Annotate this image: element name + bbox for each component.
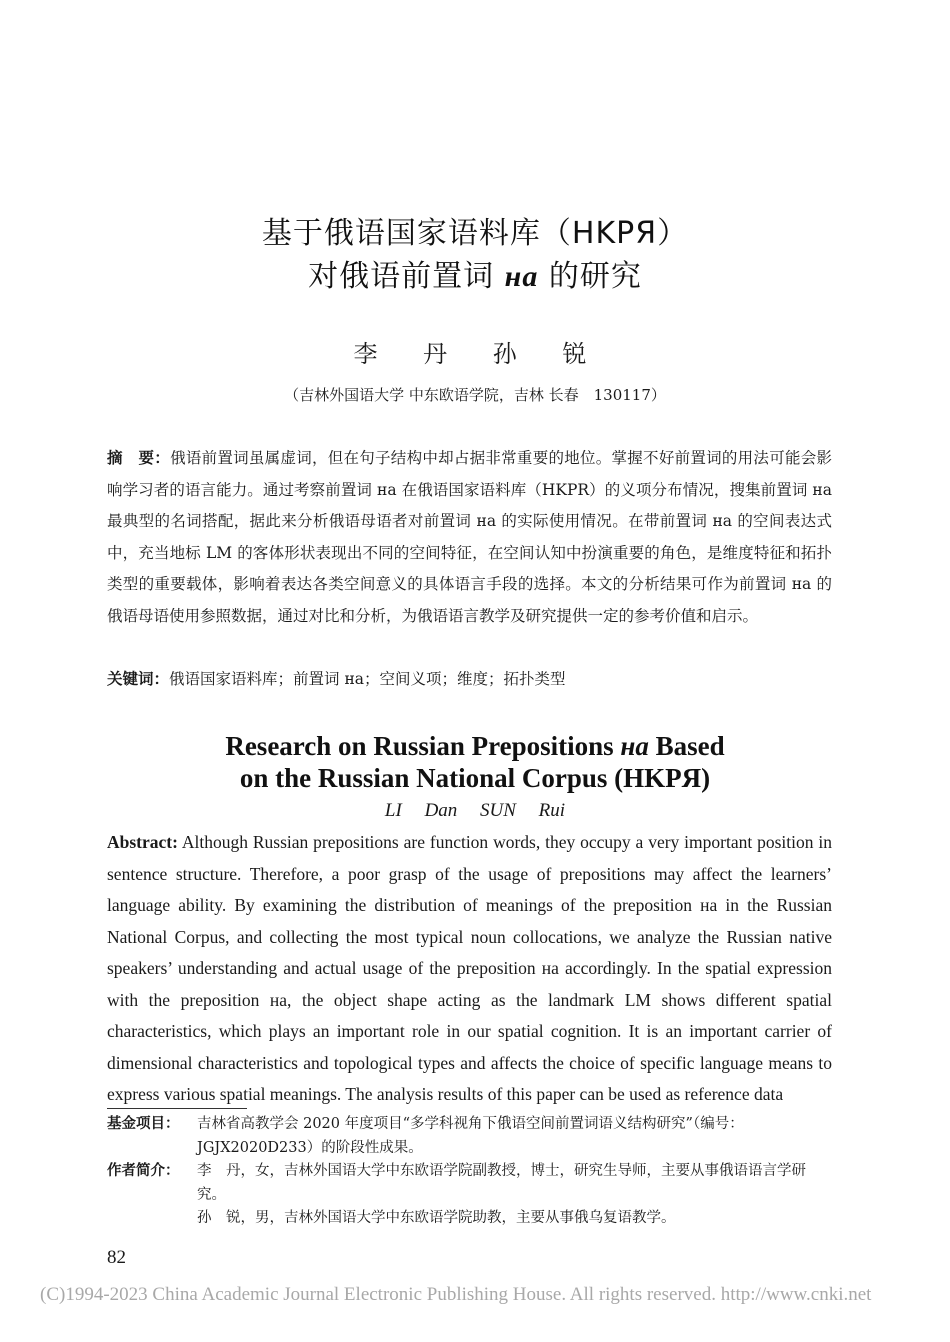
title-en-line1 (0, 731, 950, 762)
title-en-line1-post: Based (648, 731, 725, 761)
copyright-watermark: (C)1994-2023 China Academic Journal Electronic Publishing House. All rights reserved. http://www.cnki.net (40, 1284, 872, 1305)
affiliation-cn: （吉林外国语大学 中东欧语学院，吉林 长春 130117） (284, 386, 666, 404)
title-en-russian-word: на (620, 731, 649, 761)
page-number: 82 (107, 1247, 126, 1268)
abstract-cn-text: 俄语前置词虽属虚词，但在句子结构中却占据非常重要的地位。掌握不好前置词的用法可能会影响学习者的语言能力。通过考察前置词 на 在俄语国家语料库（HKPR）的义项分布情况，搜集前置词 на 最典型的名词搭配，据此来分析俄语母语者对前置词 на 的实际使用情况。在带前置词 на 的空间表达式中，充当地标 LM 的客体形状表现出不同的空间特征，在空间认知中扮演重要的角色，是维度特征和拓扑类型的重要载体，影响着表达各类空间意义的具体语言手段的选择。本文的分析结果可作为前置词 на 的俄语母语使用参照数据，通过对比和分析，为俄语语言教学及研究提供一定的参考价值和启示。 (107, 449, 832, 625)
abstract-cn-label: 摘 要： (107, 449, 171, 467)
author-bio-2: 孙 锐，男，吉林外国语大学中东欧语学院助教，主要从事俄乌复语教学。 (197, 1210, 676, 1226)
title-cn-line1: 基于俄语国家语料库（HKPЯ） (261, 216, 689, 251)
abstract-en (107, 827, 832, 1111)
footnote-divider (107, 1108, 247, 1109)
funding-label: 基金项目： (107, 1116, 180, 1132)
abstract-cn (107, 443, 832, 633)
author-bio-1: 李 丹，女，吉林外国语大学中东欧语学院副教授，博士，研究生导师，主要从事俄语语言学研究。 (197, 1163, 806, 1203)
keywords-cn (107, 666, 832, 692)
author-bio-label: 作者简介： (107, 1163, 180, 1179)
abstract-en-text: Although Russian prepositions are function words, they occupy a very important position in sentence structure. Therefore, a poor grasp of the usage of prepositions may affect the learners’ language ability. By examining the distribution of meanings of the preposition на in the Russian National Corpus, and collecting the most typical noun collocations, we analyze the Russian native speakers’ understanding and actual usage of the preposition на accordingly. In the spatial expression with the preposition на, the object shape acting as the landmark LM shows different spatial characteristics, which plays an important role in our spatial cognition. It is an important carrier of dimensional characteristics and topological types and affects the choice of specific language means to express various spatial meanings. The analysis results of this paper can be used as reference data (107, 832, 832, 1104)
title-en-line1-pre: Research on Russian Prepositions (225, 731, 621, 761)
footnotes (107, 1113, 832, 1231)
keywords-cn-text: 俄语国家语料库；前置词 на；空间义项；维度；拓扑类型 (169, 670, 566, 688)
authors-en: LI Dan SUN Rui (384, 800, 566, 821)
title-cn-line2-post: 的研究 (538, 259, 642, 294)
funding-text: 吉林省高教学会 2020 年度项目“多学科视角下俄语空间前置词语义结构研究”（编号：JGJX2020D233）的阶段性成果。 (197, 1116, 744, 1156)
abstract-en-label: Abstract: (107, 832, 178, 852)
author-bio-body (197, 1160, 832, 1231)
authors-cn: 李 丹 孙 锐 (353, 340, 597, 368)
footnote-funding (107, 1113, 832, 1160)
keywords-cn-label: 关键词： (107, 670, 170, 688)
footnote-author (107, 1160, 832, 1231)
title-cn-line2 (0, 251, 950, 295)
title-en-line2: on the Russian National Corpus (HKPЯ) (239, 763, 711, 793)
title-cn-russian-word: на (504, 260, 539, 293)
title-cn-line2-pre: 对俄语前置词 (308, 259, 505, 294)
